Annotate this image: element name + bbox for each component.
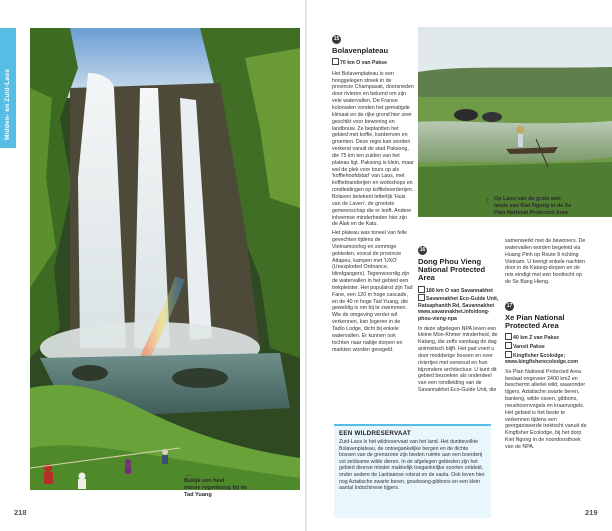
xe-pian-info: 40 km Z van Pakse Vansit Pakse Kingfisher Ecolodge; www.kingfisherecolodge.com [505, 335, 579, 366]
info-box-text: Zuid-Laos is het wildreservaat van het land. Het dunbevolkte Bolavenplateau, de ontoegankelijke bergen en de dichte bossen van de grenszone zijn bieden ruimte aan een boerderij vol zeldzame wilde dieren. In de afgelegen gebieden zijn het gebied diverse minder makkelijk toegankelijke soorten ontdekt, onder andere de Laotiaanse rotsrat en de saola. Ook leven hier nog Aziatische zwarte beren, goudwang-gibbons en een klein aantal Indochinese tijgers. [339, 439, 485, 492]
wetlands-photo [418, 27, 612, 217]
wetlands-illustration [418, 27, 612, 217]
caption-line: Op Laoo van de grote wet- [494, 196, 562, 202]
entry-number-badge: 15 [333, 36, 340, 42]
info-box-title: EEN WILDRESERVAAT [339, 430, 411, 437]
waterfall-photo [30, 28, 300, 490]
map-pin-icon [505, 333, 512, 340]
page-number-left: 218 [14, 508, 27, 517]
dong-phou-continuation: samenwerkt met de bewoners. De watervallen worden begeleid via Huang Pinh op Route 9 richting Vietnam. U brengt enkele nachten door in de Katang-dorpen en de reis eindigt met een boottocht op de Se Bang Hieng. [505, 238, 586, 286]
xe-pian-body: Xe Pian National Protected Area beslaat ongeveer 2400 km2 en beschermt allerlei wild, waaronder tijgers, Aziatische zwarte beren, banteng, wilde ossen, gibbons, neushoornvogels en kraanvogels. Het gebied is het beste te verkennen tijdens een georganiseerde trektocht vanuit de Kingfisher Ecolodge, bij het dorp Kiet Ngong in de noordoosthoek van de NPA. [505, 368, 587, 450]
right-column [505, 238, 587, 451]
dong-phou-body: In deze afgelegen NPA leven een kleine Mon-Khmer minderheid, de Katang, die zelfs vandaag de dag animistisch blijft. Het pad voert u door modderige bossen en over riviertjes met oerwoud en hun bijzondere architectuur. U kunt dit gebied bezoeken als onderdeel van een rondleiding van de Savannakhet Eco-Guide Unit, die [418, 325, 498, 394]
bed-icon [505, 351, 512, 358]
caption-line: Bekijk een heel [184, 478, 225, 484]
map-pin-icon [332, 58, 339, 65]
info-icon [505, 342, 512, 349]
info-icon [418, 294, 425, 301]
entry-number-badge: 17 [506, 302, 513, 309]
entry-number-badge: 16 [419, 247, 426, 253]
bolaven-paragraph: Het Bolavenplateau is een hooggelegen streek in de provincie Champasak, doorsneden door rivieren en bekend om zijn vele watervallen. De Franse kolonialen vonden het gematigde klimaat en de rijke grond hier zeer geschikt voor bewoning en landbouw. Ze beplantten het gebied met koffie, kardemom en groenten. Deze regio kan worden verkend vanuit de stad Paksong, die 75 km ten zuiden van het plateau ligt. Paksong is klein, maar wel de plek voor tours op als 'koffiehoofdstad' van Laos, met koffiebranderijen en workshops en rondleidingen op koffieboerderijen. Bolaven betekent letterlijk 'Huis van de Laven', de grootste gemeenschap die er leeft. Andere inheemse minderheden hier zijn de Alak en de Katu. [332, 70, 414, 228]
caption-arrow-icon: ← [184, 469, 193, 479]
wildlife-info-box [334, 424, 491, 518]
section-side-tab-label: Midden- en Zuid-Laos [4, 68, 11, 140]
page-gutter [305, 0, 307, 531]
bolaven-paragraph: Het plateau was toneel van felle gevechten tijdens de Vietnamoorlog en sommige gebieden, vooral de provincie Attapeu, kampen met 'UXO' (Unexploded Ordnance, blindgangers). Tegenwoordig zijn de watervallen in het gebied een trekpleister. Het populairst zijn Tad Fane, een 120 m hoge cascade, en de 40 m hoge Tad Yuang, die geweldig is om bij te zwemmen. Wie de omgeving verder wil verkennen, kan logeren in de Tadlo Lodge, dicht bij enkele watervallen. Er kunnen ook tochten naar nabije dorpen en markten worden geregeld. [332, 230, 413, 353]
caption-line: Pian National Protected Area [494, 209, 568, 216]
left-photo-caption [184, 470, 279, 499]
page-number-right: 219 [585, 508, 598, 517]
wetlands-photo-caption [484, 196, 599, 216]
website-link[interactable]: www.savannakhet.info/dong-phou-vieng-npa [418, 309, 490, 322]
bolaven-title: Bolavenplateau [332, 46, 389, 55]
caption-line: Tad Yuang [184, 492, 212, 498]
caption-line: mooie regenboog bij de [184, 485, 248, 491]
dong-phou-title: Dong Phou Vieng National Protected Area [418, 257, 486, 283]
xe-pian-title: Xe Pian National Protected Area [505, 312, 565, 331]
bolaven-section [332, 27, 414, 353]
bolaven-body [332, 71, 414, 354]
caption-arrow-icon: ← [484, 196, 495, 206]
waterfall-illustration [30, 28, 300, 490]
caption-line: lands van Kiet Ngong in de Xe [494, 202, 572, 209]
bolaven-info: 70 km O van Pakse [332, 58, 414, 67]
map-pin-icon [418, 286, 425, 293]
dong-phou-section [418, 238, 500, 394]
dong-phou-info: 180 km O van Savannakhet Savannakhet Eco-Guide Unit, Ratsaphanith Rd, Savannakhet www.savannakhet.info/dong-phou-vieng-npa [418, 287, 499, 322]
